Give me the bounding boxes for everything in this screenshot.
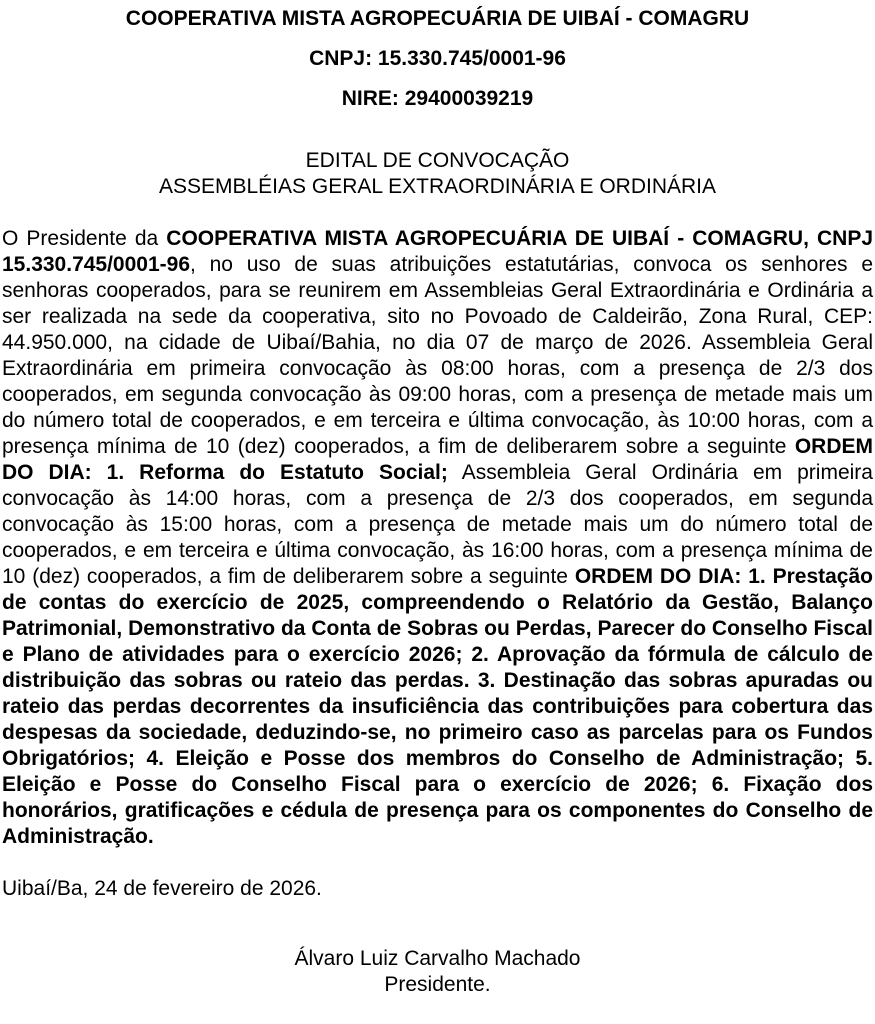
edital-subtitle: ASSEMBLÉIAS GERAL EXTRAORDINÁRIA E ORDINÁRIA [158,175,717,198]
cnpj-line: CNPJ: 15.330.745/0001-96 [309,47,566,70]
signature-name: Álvaro Luiz Carvalho Machado [294,947,581,970]
date-place-line: Uibaí/Ba, 24 de fevereiro de 2026. [2,877,322,900]
nire-line: NIRE: 29400039219 [341,87,534,110]
body-text-segment: , no uso de suas atribuições estatutárias, convoca os senhores e senhoras cooperados, para se reunirem em Assembleias Geral Extraordinária e Ordinária a ser realizada na sede da cooperativa, sito no Povoado de Caldeirão, Zona Rural, CEP: 44.950.000, na cidade de Uibaí/Bahia, no dia 07 de março de 2026. Assembleia Geral Extraordinária em primeira convocação às 08:00 horas, com a presença de 2/3 dos cooperados, em segunda convocação às 09:00 horas, com a presença de metade mais um do número total de cooperados, e em terceira e última convocação, às 10:00 horas, com a presença mínima de 10 (dez) cooperados, a fim de deliberarem sobre a seguinte [2,253,873,458]
edital-title: EDITAL DE CONVOCAÇÃO [305,149,570,172]
body-text-bold-segment: COOPERATIVA MISTA AGROPECUÁRIA DE UIBAÍ - COMAGRU, CNPJ 15.330.745/0001-96 [2,227,873,276]
body-text-bold-segment: ORDEM DO DIA: 1. Reforma do Estatuto Social; [2,435,873,484]
body-text-bold-segment: ORDEM DO DIA: 1. Prestação de contas do exercício de 2025, compreendendo o Relatório da Gestão, Balanço Patrimonial, Demonstrativo da Conta de Sobras ou Perdas, Parecer do Conselho Fiscal e Plano de atividades para o exercício 2026; 2. Aprovação da fórmula de cálculo de distribuição das sobras ou rateio das perdas. 3. Destinação das sobras apuradas ou rateio das perdas decorrentes da insuficiência das contribuições para cobertura das despesas da sociedade, deduzindo-se, no primeiro caso as parcelas para os Fundos Obrigatórios; 4. Eleição e Posse dos membros do Conselho de Administração; 5. Eleição e Posse do Conselho Fiscal para o exercício de 2026; 6. Fixação dos honorários, gratificações e cédula de presença para os componentes do Conselho de Administração. [2,565,873,848]
body-text-segment: O Presidente da [2,227,167,250]
signature-block [2,946,873,998]
organization-name: COOPERATIVA MISTA AGROPECUÁRIA DE UIBAÍ - COMAGRU [125,7,750,30]
signature-role: Presidente. [384,973,491,996]
body-text-segment: Assembleia Geral Ordinária em primeira convocação às 14:00 horas, com a presença de 2/3 dos cooperados, em segunda convocação às 15:00 horas, com a presença de metade mais um do número total de cooperados, e em terceira e última convocação, às 16:00 horas, com a presença mínima de 10 (dez) cooperados, a fim de deliberarem sobre a seguinte [2,461,873,588]
convocation-body-paragraph [2,226,873,850]
document-header [2,6,873,200]
